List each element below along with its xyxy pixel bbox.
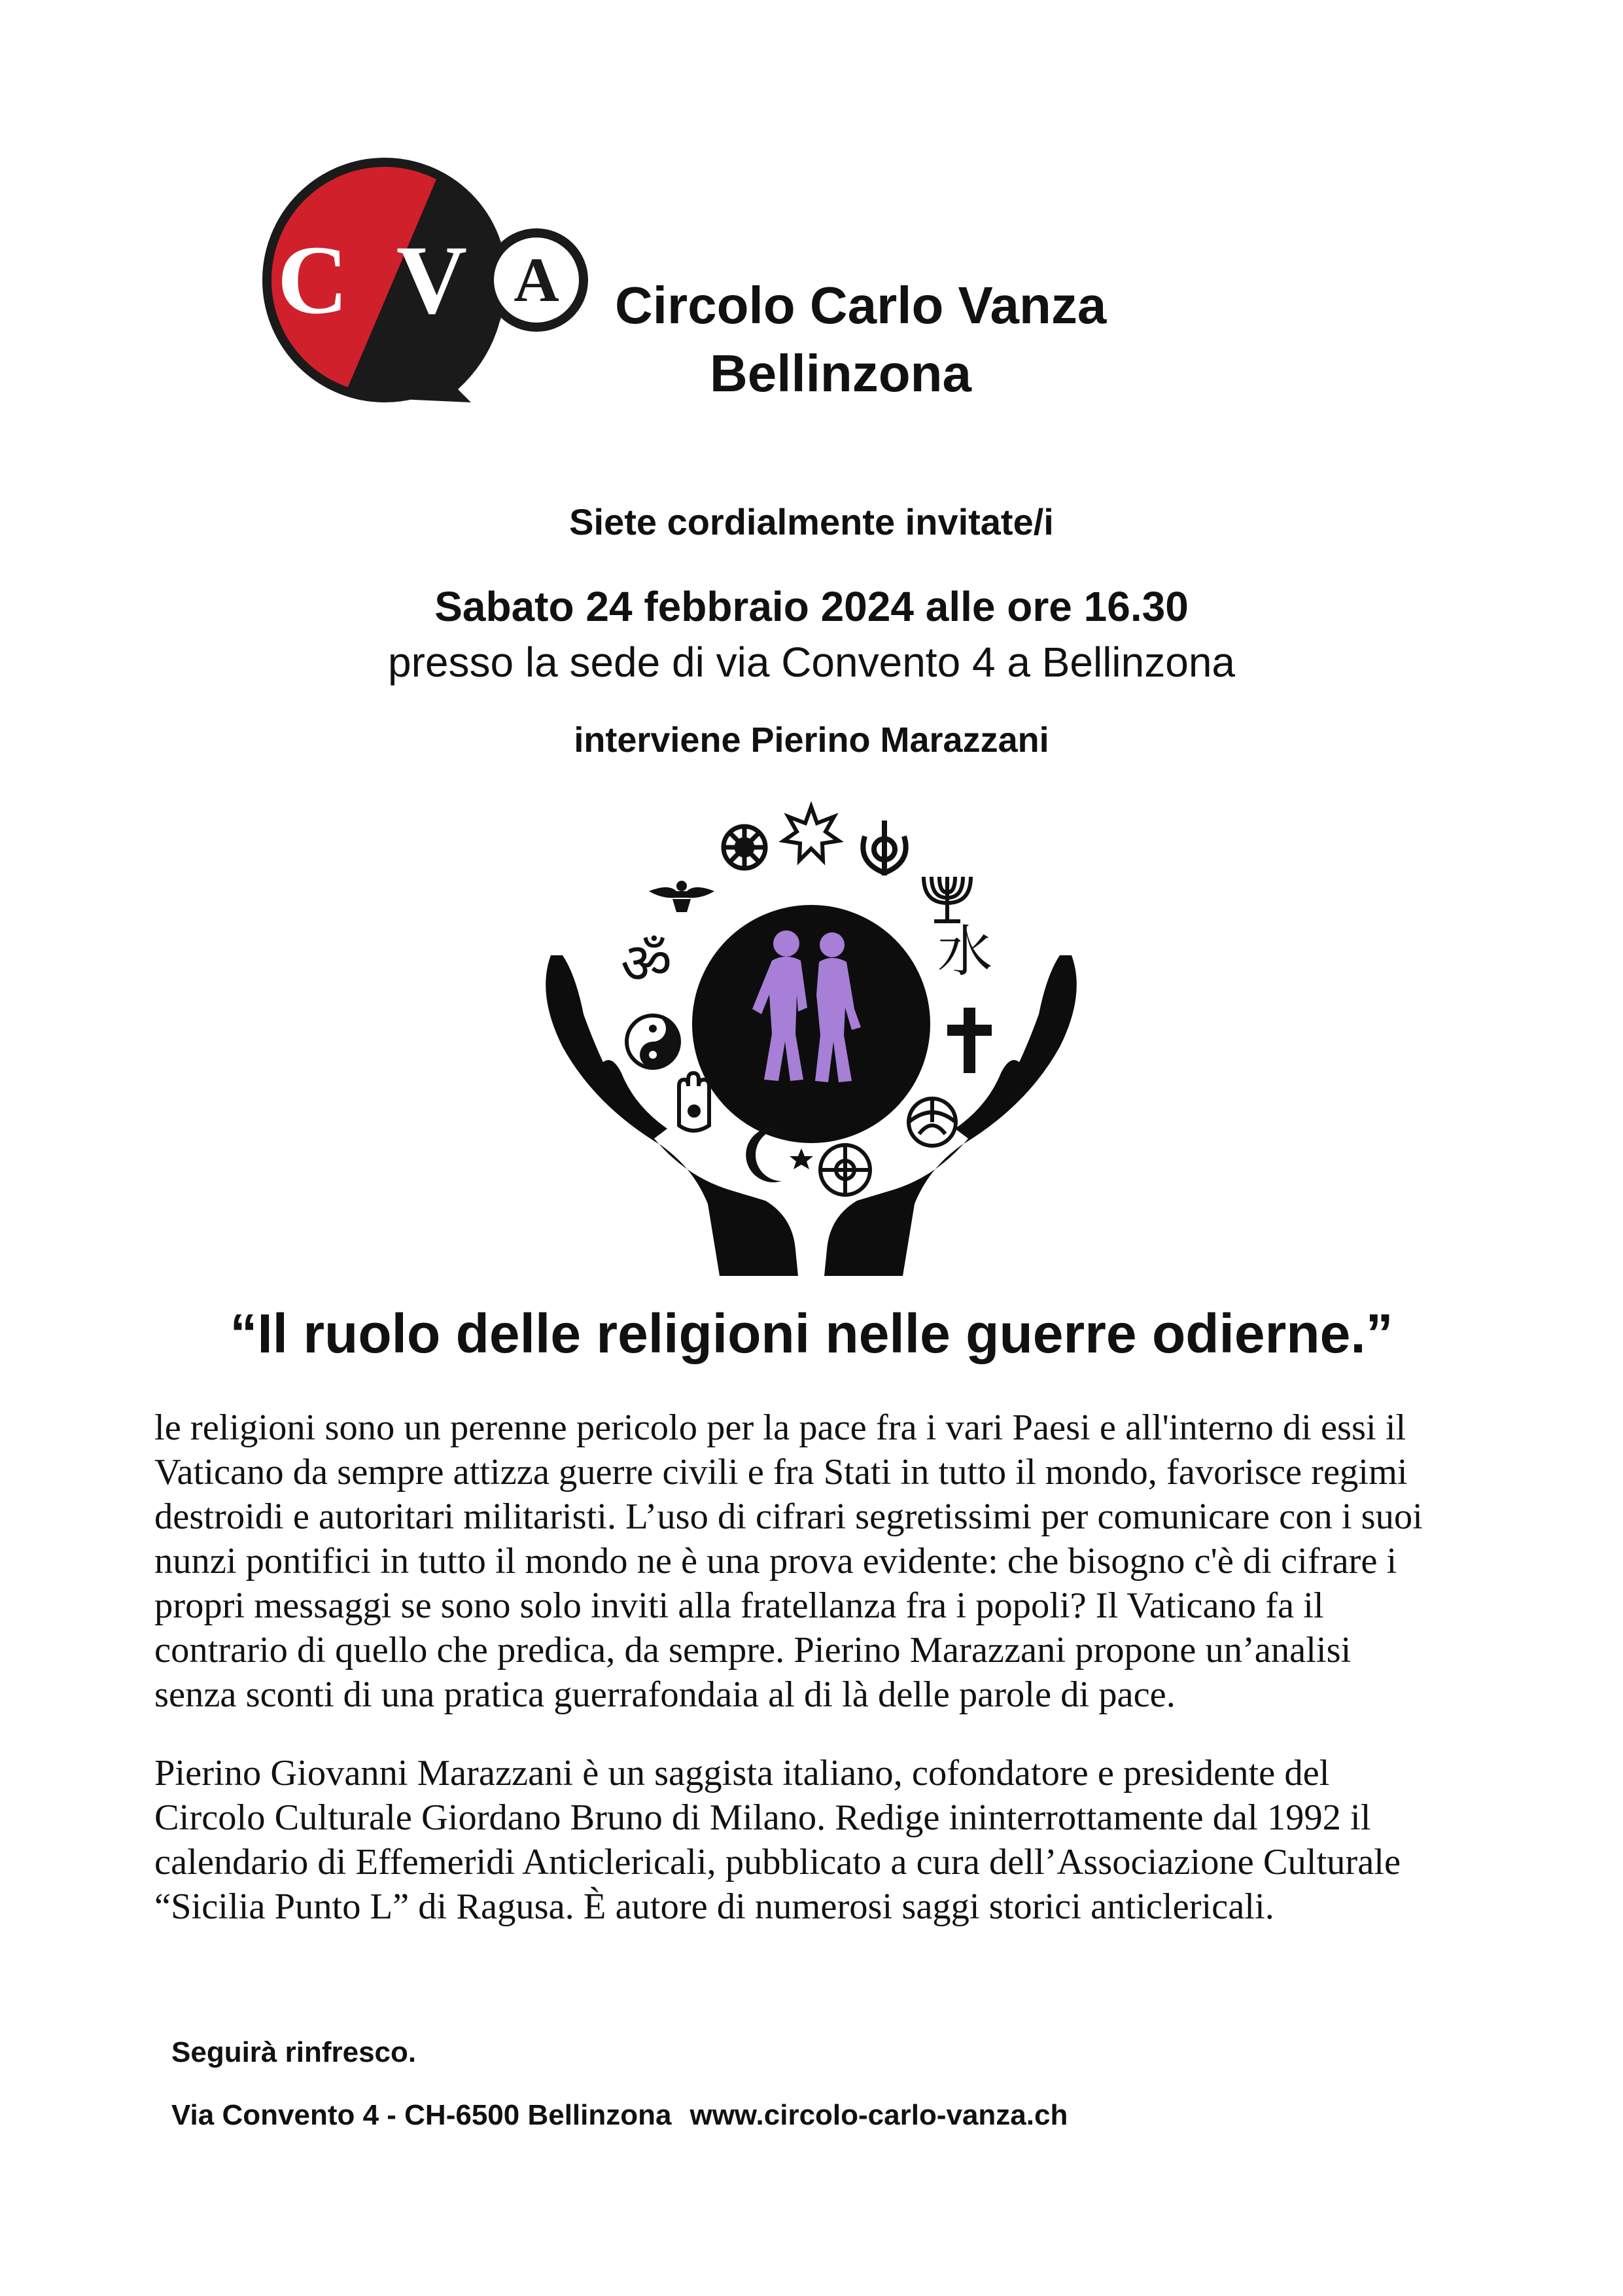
paragraph-line: contrario di quello che predica, da sempre. Pierino Marazzani propone un’analisi (154, 1630, 1352, 1670)
latin-cross-icon (947, 1008, 992, 1073)
paragraph-line: Pierino Giovanni Marazzani è un saggista italiano, cofondatore e presidente del (154, 1753, 1330, 1793)
footer-address: Via Convento 4 - CH-6500 Bellinzona (171, 2099, 672, 2131)
bahai-star-icon (784, 807, 839, 860)
paragraph-line: Circolo Culturale Giordano Bruno di Milano. Redige ininterrottamente dal 1992 il (154, 1797, 1371, 1838)
talk-description (154, 1405, 1489, 1717)
central-circle (692, 905, 930, 1143)
event-speaker: interviene Pierino Marazzani (574, 720, 1049, 760)
khanda-icon (863, 821, 905, 875)
speaker-bio (154, 1751, 1489, 1929)
org-city: Bellinzona (709, 344, 972, 402)
water-kanji-icon: 水 (937, 919, 993, 983)
paragraph-line: calendario di Effemeridi Anticlericali, pubblicato a cura dell’Associazione Culturale (154, 1842, 1401, 1882)
talk-title: “Il ruolo delle religioni nelle guerre odierne.” (230, 1303, 1393, 1364)
paragraph-line: Vaticano da sempre attizza guerre civili e fra Stati in tutto il mondo, favorisce regimi (154, 1452, 1408, 1492)
website-link[interactable]: www.circolo-carlo-vanza.ch (689, 2099, 1068, 2131)
paragraph-line: destroidi e autoritari militaristi. L’uso di cifrari segretissimi per comunicare con i suoi (154, 1496, 1423, 1537)
unitarian-icon (909, 1099, 956, 1146)
yin-yang-icon (627, 1016, 679, 1068)
wheel-cross-icon (820, 1145, 870, 1195)
faravahar-icon (649, 881, 714, 912)
paragraph-line: propri messaggi se sono solo inviti alla fratellanza fra i popoli? Il Vaticano fa il (154, 1585, 1324, 1626)
logo-letter-c: C (277, 226, 349, 334)
paragraph-line: nunzi pontifici in tutto il mondo ne è una prova evidente: che bisogno c'è di cifrare i (154, 1541, 1397, 1581)
cva-logo (236, 144, 615, 451)
logo-letter-a: A (514, 245, 559, 315)
organization-name (615, 272, 1107, 408)
refreshment-note: Seguirà rinfresco. (171, 2036, 417, 2068)
footer-contact (171, 2099, 1068, 2132)
event-venue: presso la sede di via Convento 4 a Bellinzona (387, 639, 1236, 686)
om-icon: ॐ (620, 931, 672, 997)
paragraph-line: senza sconti di una pratica guerrafondaia al di là delle parole di pace. (154, 1674, 1176, 1715)
paragraph-line: “Sicilia Punto L” di Ragusa. È autore di numerosi saggi storici anticlericali. (154, 1886, 1274, 1927)
religions-illustration (536, 798, 1086, 1282)
org-title: Circolo Carlo Vanza (615, 276, 1107, 334)
paragraph-line: le religioni sono un perenne pericolo per la pace fra i vari Paesi e all'interno di essi il (154, 1407, 1406, 1448)
menorah-icon (924, 877, 971, 921)
invitation-greeting: Siete cordialmente invitate/i (569, 501, 1054, 542)
dharma-wheel-icon (724, 826, 765, 868)
hamsa-icon (679, 1073, 709, 1131)
event-datetime: Sabato 24 febbraio 2024 alle ore 16.30 (434, 583, 1189, 630)
logo-letter-v: V (396, 226, 468, 334)
